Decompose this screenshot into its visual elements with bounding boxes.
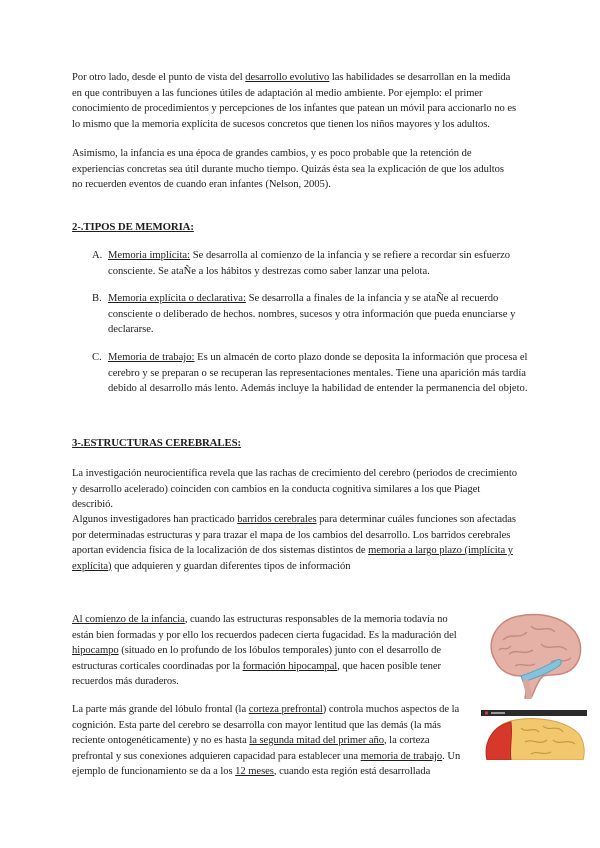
brain-outline xyxy=(491,615,580,698)
brain-prefrontal-illustration xyxy=(481,710,587,760)
term: Memoria explícita o declarativa: xyxy=(108,293,246,304)
link-memoria-de-trabajo[interactable]: memoria de trabajo xyxy=(360,750,443,762)
list-marker: A. xyxy=(92,250,103,261)
link-12-meses[interactable]: 12 meses xyxy=(235,766,274,778)
text: las habilidades se desarrollan en la medida en que contribuyen a las funciones útiles de adaptación al medio ambiente. Por ejemplo: el primer conocimiento de procedimientos y percepciones de los infantes que patean un móvil para accionarlo no es lo mismo que la memoria explícita de sucesos concretos que tienen los niños mayores y los adultos. xyxy=(72,72,517,130)
link-corteza-prefrontal[interactable]: corteza prefrontal xyxy=(248,704,323,715)
link-segunda-mitad-primer-ano[interactable]: la segunda mitad del primer año xyxy=(249,735,384,747)
intro-paragraph-1 xyxy=(72,70,517,132)
definition: Se desarrolla a finales de la infancia y se ataÑe al recuerdo consciente o deliberado de hechos. nombres, sucesos y otra información que pueda enunciarse y declararse. xyxy=(108,293,516,336)
text: Por otro lado, desde el punto de vista del xyxy=(72,72,246,83)
section3-paragraph-1: La investigación neurocientífica revela que las rachas de crecimiento del cerebro (periodos de crecimiento y desarrollo acelerado) coinciden con cambios en la conducta cognitiva similares a los que Piaget describió. xyxy=(72,468,518,511)
text: . Un ejemplo de funcionamiento se da a los xyxy=(72,750,461,778)
definition: Se desarrolla al comienzo de la infancia y se refiere a recordar sin esfuerzo consciente. Se ataÑe a los hábitos y destrezas como saber lanzar una pelota. xyxy=(108,250,511,277)
list-item-memoria-explicita xyxy=(92,291,532,338)
list-item-memoria-trabajo xyxy=(92,350,532,397)
brain-prefrontal-image xyxy=(481,710,587,760)
text: que adquieren y guardan diferentes tipos de información xyxy=(111,560,351,572)
section3-paragraph-3 xyxy=(72,612,467,690)
text: Algunos investigadores han practicado xyxy=(72,514,238,525)
text: , cuando las estructuras responsables de la memoria todavía no están bien formadas y por ello los recuerdos padecen cierta fugacidad. Es la maduración del xyxy=(72,614,457,641)
term: Memoria implícita: xyxy=(108,250,191,261)
link-hipocampo[interactable]: hipocampo xyxy=(72,645,119,657)
term: Memoria de trabajo: xyxy=(108,352,195,363)
link-comienzo-infancia[interactable]: Al comienzo de la infancia xyxy=(72,614,185,625)
text: , que hacen posible tener recuerdos más duraderos. xyxy=(72,660,441,688)
list-item-memoria-implicita xyxy=(92,248,532,279)
section-heading-tipos-memoria: 2-.TIPOS DE MEMORIA: xyxy=(72,221,194,233)
list-marker: C. xyxy=(92,352,102,363)
link-desarrollo-evolutivo[interactable]: desarrollo evolutivo xyxy=(245,72,330,83)
text: La parte más grande del lóbulo frontal (la xyxy=(72,704,249,715)
section3-paragraph-4 xyxy=(72,702,467,780)
brain-hippocampus-image xyxy=(481,610,585,702)
section3-paragraph-2 xyxy=(72,512,522,574)
text: , cuando esta región está desarrollada xyxy=(273,766,431,778)
text: (situado en lo profundo de los lóbulos temporales) junto con el desarrollo de estructuras corticales coordinadas por la xyxy=(72,645,442,672)
link-formacion-hipocampal[interactable]: formación hipocampal xyxy=(242,660,338,672)
section-heading-estructuras-cerebrales: 3-.ESTRUCTURAS CEREBRALES: xyxy=(72,437,241,449)
list-marker: B. xyxy=(92,293,102,304)
brain-hippocampus-illustration xyxy=(481,610,585,702)
intro-paragraph-2: Asimismo, la infancia es una época de grandes cambios, y es poco probable que la retención de experiencias concretas sea útil durante mucho tiempo. Quizás ésta sea la explicación de que los adultos no recuerden eventos de cuando eran infantes (Nelson, 2005). xyxy=(72,148,504,191)
link-memoria-largo-plazo[interactable]: memoria a largo plazo (implícita y explícita) xyxy=(72,545,514,572)
toolbar-label xyxy=(491,712,505,714)
toolbar-dot-icon xyxy=(485,712,488,715)
text: para determinar cuáles funciones son afectadas por determinadas estructuras y para trazar el mapa de los cambios del desarrollo. Los barridos cerebrales aportan evidencia física de la localización de dos sistemas distintos de xyxy=(72,514,516,557)
link-barridos-cerebrales[interactable]: barridos cerebrales xyxy=(237,514,317,525)
text: ) controla muchos aspectos de la cognición. Esta parte del cerebro se desarrolla con mayor lentitud que las demás (la más reciente ontogenéticamente) y no es hasta xyxy=(72,704,460,747)
definition: Es un almacén de corto plazo donde se deposita la información que procesa el cerebro y se preparan o se recuperan las representaciones mentales. Tiene una aparición más tardía debido al desarrollo más lento. Además incluye la habilidad de entender la permanencia del objeto. xyxy=(108,352,528,395)
text: , la corteza prefrontal y sus conexiones adquieren capacidad para establecer una xyxy=(72,735,430,762)
